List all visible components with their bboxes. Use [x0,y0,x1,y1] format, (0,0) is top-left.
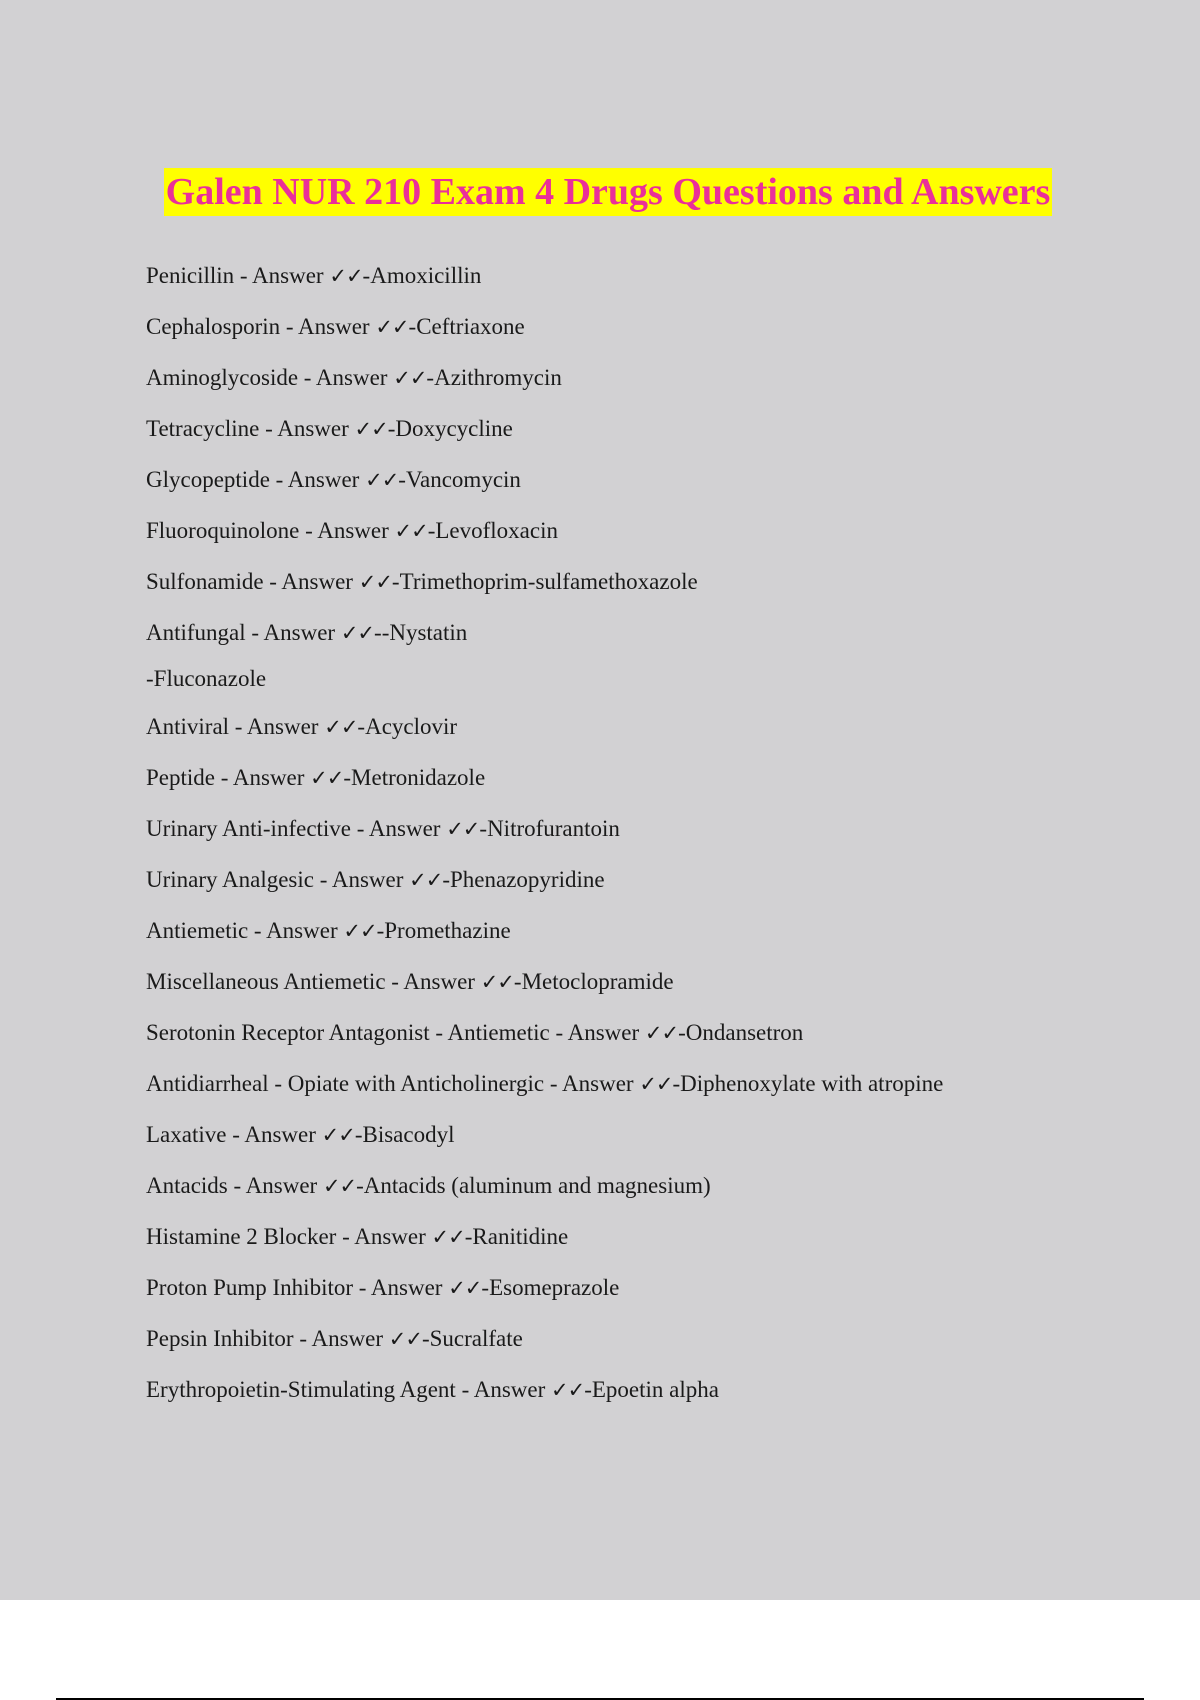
qa-question: Antifungal - Answer [146,620,341,645]
qa-question: Antiviral - Answer [146,714,325,739]
qa-item-penicillin [146,262,1146,290]
qa-answer: -Antacids (aluminum and magnesium) [356,1173,711,1198]
qa-answer: -Levofloxacin [427,518,558,543]
double-check-icon: ✓✓ [354,417,388,441]
qa-question: Aminoglycoside - Answer [146,365,394,390]
double-check-icon: ✓✓ [375,315,409,339]
qa-item-h2-blocker [146,1223,1146,1251]
qa-item-sulfonamide [146,568,1146,596]
qa-item-serotonin-antagonist [146,1019,1146,1047]
qa-item-esa [146,1376,1146,1404]
double-check-icon: ✓✓ [394,519,428,543]
double-check-icon: ✓✓ [322,1174,357,1198]
qa-item-laxative [146,1121,1146,1149]
double-check-icon: ✓✓ [448,1276,482,1300]
qa-answer: -Acyclovir [357,714,458,739]
qa-answer: -Vancomycin [398,467,521,492]
title-wrapper [0,168,1200,216]
qa-answer: -Ceftriaxone [408,314,525,339]
double-check-icon: ✓✓ [431,1225,465,1249]
qa-item-aminoglycoside [146,364,1146,392]
qa-item-cephalosporin [146,313,1146,341]
double-check-icon: ✓✓ [343,919,377,943]
qa-answer: -Metronidazole [343,765,486,790]
qa-question: Histamine 2 Blocker - Answer [146,1224,432,1249]
qa-question: Serotonin Receptor Antagonist - Antiemetic - Answer [146,1020,645,1045]
qa-question: Antiemetic - Answer [146,918,344,943]
qa-question: Erythropoietin-Stimulating Agent - Answer [146,1377,552,1402]
qa-answer: -Trimethoprim-sulfamethoxazole [391,569,698,594]
qa-question: Fluoroquinolone - Answer [146,518,395,543]
qa-list [146,262,1146,1404]
qa-answer: -Doxycycline [387,416,513,441]
double-check-icon: ✓✓ [310,766,344,790]
qa-question: Penicillin - Answer [146,263,330,288]
qa-answer: -Promethazine [376,918,511,943]
double-check-icon: ✓✓ [365,468,399,492]
page-title: Galen NUR 210 Exam 4 Drugs Questions and Answers [164,168,1053,216]
qa-question: Cephalosporin - Answer [146,314,376,339]
double-check-icon: ✓✓ [393,366,427,390]
qa-answer: -Phenazopyridine [442,867,605,892]
qa-question: Laxative - Answer [146,1122,322,1147]
qa-item-tetracycline [146,415,1146,443]
qa-item-misc-antiemetic [146,968,1146,996]
qa-question: Tetracycline - Answer [146,416,355,441]
double-check-icon: ✓✓ [324,715,358,739]
double-check-icon: ✓✓ [329,264,363,288]
qa-answer: -Ondansetron [678,1020,804,1045]
qa-item-glycopeptide [146,466,1146,494]
qa-answer: -Azithromycin [426,365,562,390]
double-check-icon: ✓✓ [446,817,480,841]
qa-item-fluoroquinolone [146,517,1146,545]
qa-item-peptide [146,764,1146,792]
qa-question: Antacids - Answer [146,1173,323,1198]
qa-answer: -Ranitidine [464,1224,569,1249]
qa-item-pepsin-inhibitor [146,1325,1146,1353]
double-check-icon: ✓✓ [340,621,375,645]
qa-answer: -Fluconazole [146,666,267,691]
qa-item-antifungal-continuation [146,665,1146,693]
qa-answer: -Epoetin alpha [584,1377,719,1402]
qa-item-antiviral [146,713,1146,741]
qa-answer: -Bisacodyl [354,1122,455,1147]
double-check-icon: ✓✓ [321,1123,355,1147]
qa-item-urinary-analgesic [146,866,1146,894]
qa-question: Proton Pump Inhibitor - Answer [146,1275,449,1300]
double-check-icon: ✓✓ [409,868,443,892]
qa-question: Urinary Anti-infective - Answer [146,816,447,841]
qa-item-urinary-anti-infective [146,815,1146,843]
double-check-icon: ✓✓ [388,1327,422,1351]
qa-question: Pepsin Inhibitor - Answer [146,1326,389,1351]
double-check-icon: ✓✓ [644,1021,679,1045]
qa-question: Glycopeptide - Answer [146,467,366,492]
qa-answer: -Nitrofurantoin [479,816,620,841]
qa-answer: -Diphenoxylate with atropine [672,1071,944,1096]
qa-item-antacids [146,1172,1146,1200]
qa-answer: -Amoxicillin [362,263,482,288]
qa-item-antidiarrheal [146,1070,1146,1098]
double-check-icon: ✓✓ [551,1378,585,1402]
qa-question: Antidiarrheal - Opiate with Anticholinergic - Answer [146,1071,640,1096]
qa-answer: -Esomeprazole [481,1275,620,1300]
qa-question: Sulfonamide - Answer [146,569,359,594]
double-check-icon: ✓✓ [480,970,514,994]
qa-item-antifungal [146,619,1146,647]
qa-question: Miscellaneous Antiemetic - Answer [146,969,481,994]
qa-item-ppi [146,1274,1146,1302]
qa-answer: -Metoclopramide [513,969,674,994]
double-check-icon: ✓✓ [639,1072,673,1096]
qa-item-antiemetic [146,917,1146,945]
qa-question: Urinary Analgesic - Answer [146,867,410,892]
qa-answer: --Nystatin [374,620,468,645]
qa-answer: -Sucralfate [421,1326,523,1351]
qa-question: Peptide - Answer [146,765,311,790]
double-check-icon: ✓✓ [358,570,392,594]
